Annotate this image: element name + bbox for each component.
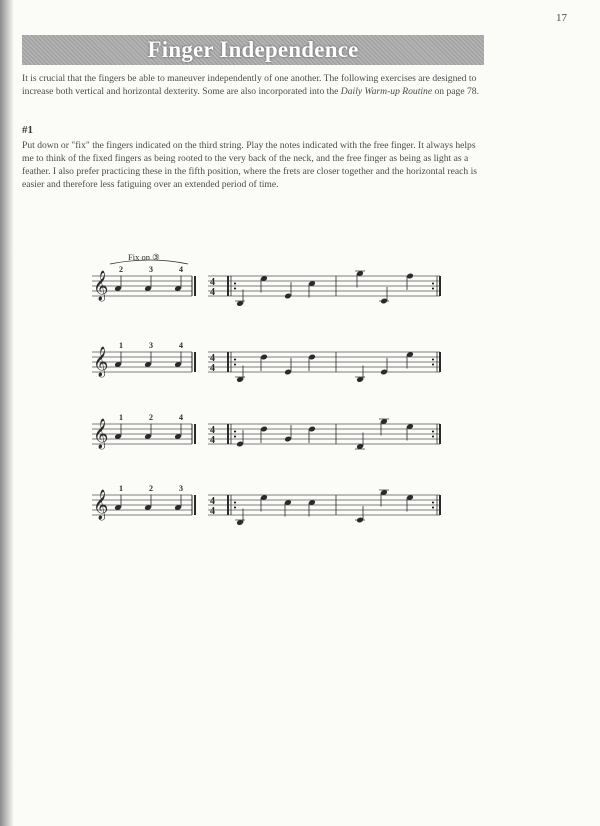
repeat-dot <box>432 364 434 366</box>
finger-number: 3 <box>149 265 153 274</box>
intro-suffix: on page 78. <box>432 86 480 97</box>
repeat-dot <box>234 364 236 366</box>
finger-number: 4 <box>179 341 183 350</box>
time-signature-bottom: 4 <box>210 287 215 298</box>
treble-clef-icon: 𝄞 <box>93 419 109 448</box>
time-signature-top: 4 <box>210 496 215 507</box>
repeat-dot <box>234 502 236 504</box>
finger-number: 4 <box>179 265 183 274</box>
repeat-dot <box>234 431 236 433</box>
finger-number: 3 <box>179 484 183 493</box>
repeat-dot <box>234 436 236 438</box>
repeat-dot <box>234 288 236 290</box>
time-signature-top: 4 <box>210 277 215 288</box>
intro-text: It is crucial that the fingers be able to maneuver independently of one another. The following exercises are designed to increase both vertical and horizontal dexterity. Some are also incorporated into the <box>22 73 477 97</box>
repeat-dot <box>432 502 434 504</box>
time-signature-bottom: 4 <box>210 506 215 517</box>
finger-number: 2 <box>149 413 153 422</box>
repeat-dot <box>432 431 434 433</box>
fix-on-label: Fix on ③ <box>128 252 160 262</box>
finger-number: 2 <box>119 265 123 274</box>
repeat-dot <box>432 507 434 509</box>
warmup-reference: Daily Warm-up Routine <box>340 86 433 97</box>
finger-number: 1 <box>119 341 123 350</box>
finger-number: 3 <box>149 341 153 350</box>
finger-number: 4 <box>179 413 183 422</box>
treble-clef-icon: 𝄞 <box>93 490 109 519</box>
exercise-instructions: Put down or "fix" the fingers indicated on the third string. Play the notes indicated with the free finger. It always helps me to think of the fixed fingers as being rooted to the very back of the neck, and the free finger as being as light as a feather. I also prefer practicing these in the fifth position, where the frets are closer together and the horizontal reach is easier and therefore less fatiguing over an extended period of time. <box>22 140 477 190</box>
repeat-dot <box>234 359 236 361</box>
repeat-dot <box>432 288 434 290</box>
repeat-dot <box>432 436 434 438</box>
page-number: 17 <box>556 12 567 24</box>
time-signature-bottom: 4 <box>210 435 215 446</box>
time-signature-top: 4 <box>210 353 215 364</box>
repeat-dot <box>432 359 434 361</box>
finger-number: 2 <box>149 484 153 493</box>
time-signature-top: 4 <box>210 425 215 436</box>
page-title: Finger Independence <box>147 37 359 62</box>
repeat-dot <box>234 507 236 509</box>
repeat-dot <box>234 283 236 285</box>
time-signature-bottom: 4 <box>210 363 215 374</box>
repeat-dot <box>432 283 434 285</box>
finger-number: 1 <box>119 484 123 493</box>
finger-number: 1 <box>119 413 123 422</box>
treble-clef-icon: 𝄞 <box>93 271 109 300</box>
treble-clef-icon: 𝄞 <box>93 347 109 376</box>
exercise-heading: #1 <box>22 124 33 136</box>
